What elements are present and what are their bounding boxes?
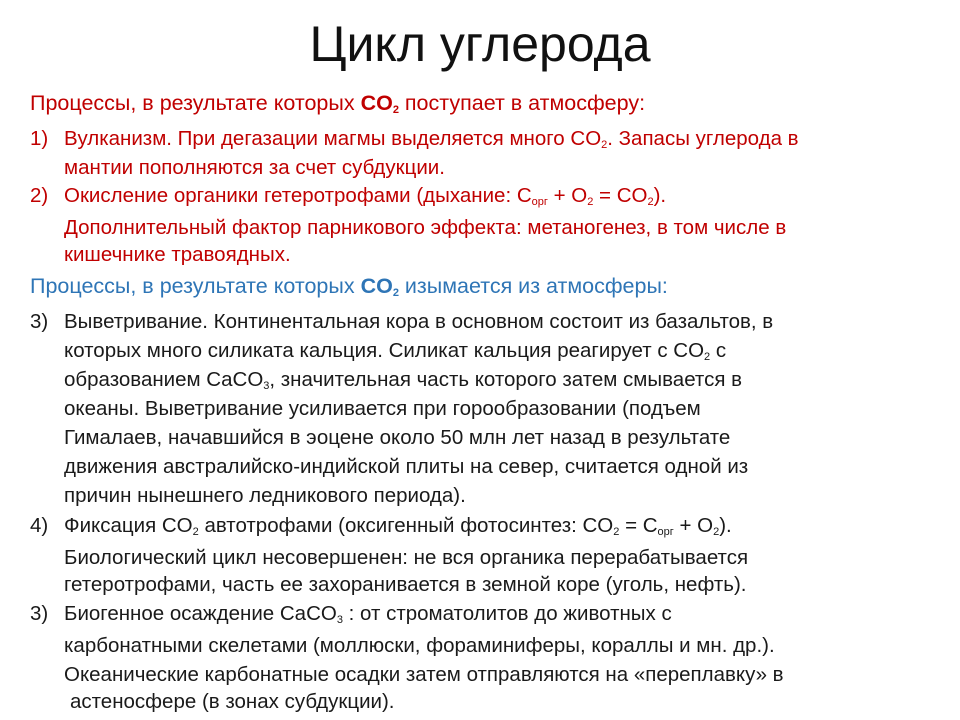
item-number: 3): [30, 602, 49, 625]
item-text: океаны. Выветривание усиливается при горообразовании (подъем: [64, 397, 701, 420]
item-text: кишечнике травоядных.: [64, 243, 291, 266]
item-text: которых много силиката кальция. Силикат кальция реагирует с $CO_2$ с: [64, 339, 727, 363]
item-number: 2): [30, 184, 49, 207]
item-text: гетеротрофами, часть ее захоранивается в земной коре (уголь, нефть).: [64, 573, 747, 596]
item-text: движения австралийско-индийской плиты на север, считается одной из: [64, 455, 749, 478]
item-text: Вулканизм. При дегазации магмы выделяется много $CO_2$. Запасы углерода в: [64, 127, 799, 151]
section-heading-removal: Процессы, в результате которых $CO_2$ изымается из атмосферы:: [30, 274, 668, 299]
item-text: Гималаев, начавшийся в эоцене около 50 млн лет назад в результате: [64, 426, 731, 449]
item-number: 4): [30, 514, 49, 537]
item-text: Биогенное осаждение CaCO$_3$ : от строматолитов до животных с: [64, 602, 672, 626]
item-text: Океанические карбонатные осадки затем отправляются на «переплавку» в: [64, 663, 784, 686]
item-number: 1): [30, 127, 49, 150]
item-text: Выветривание. Континентальная кора в основном состоит из базальтов, в: [64, 310, 774, 333]
item-text: мантии пополняются за счет субдукции.: [64, 156, 445, 179]
item-text: астеносфере (в зонах субдукции).: [70, 690, 395, 713]
section-heading-emission: Процессы, в результате которых $CO_2$ поступает в атмосферу:: [30, 91, 646, 116]
item-text: причин нынешнего ледникового периода).: [64, 484, 466, 507]
item-number: 3): [30, 310, 49, 333]
item-text: Дополнительный фактор парникового эффекта: метаногенез, в том числе в: [64, 216, 787, 239]
item-text: карбонатными скелетами (моллюски, фораминиферы, кораллы и мн. др.).: [64, 634, 775, 657]
item-text: Биологический цикл несовершенен: не вся органика перерабатывается: [64, 546, 749, 569]
item-text: Окисление органики гетеротрофами (дыхание: $C_{орг} + O_2 = CO_2$).: [64, 184, 667, 208]
item-text: образованием CaCO$_3$, значительная часть которого затем смывается в: [64, 368, 743, 392]
item-text: Фиксация $CO_2$ автотрофами (оксигенный фотосинтез: $CO_2 = C_{орг} + O_2$).: [64, 514, 732, 538]
slide-title: Цикл углерода: [309, 16, 651, 72]
